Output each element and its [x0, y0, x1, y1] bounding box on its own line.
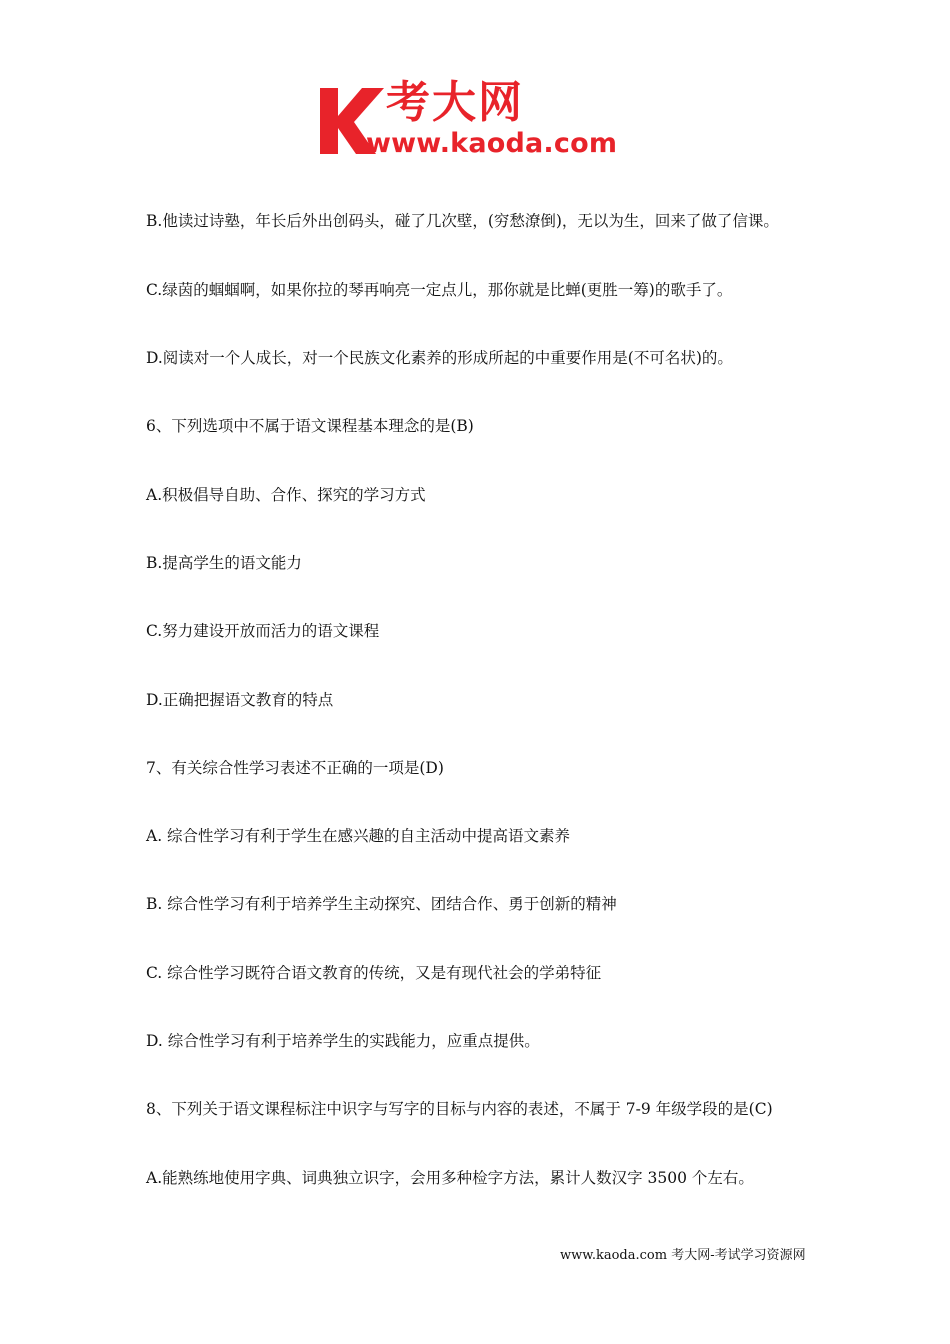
option-line: D.阅读对一个人成长，对一个民族文化素养的形成所起的中重要作用是(不可名状)的。 [146, 349, 733, 367]
option-line: B. 综合性学习有利于培养学生主动探究、团结合作、勇于创新的精神 [146, 895, 617, 913]
option-line: A.积极倡导自助、合作、探究的学习方式 [146, 486, 426, 504]
option-line: B.提高学生的语文能力 [146, 554, 302, 572]
logo-url-text: www.kaoda.com [366, 128, 618, 159]
question-line: 8、下列关于语文课程标注中识字与写字的目标与内容的表述，不属于 7-9 年级学段的是(C) [146, 1100, 773, 1118]
question-line: 7、有关综合性学习表述不正确的一项是(D) [146, 759, 444, 777]
option-line: B.他读过诗塾，年长后外出创码头，碰了几次壁，(穷愁潦倒)，无以为生，回来了做了信课。 [146, 212, 779, 230]
option-line: D. 综合性学习有利于培养学生的实践能力，应重点提供。 [146, 1032, 540, 1050]
option-line: A. 综合性学习有利于学生在感兴趣的自主活动中提高语文素养 [146, 827, 571, 845]
option-line: C. 综合性学习既符合语文教育的传统，又是有现代社会的学弟特征 [146, 964, 602, 982]
logo-brand-text: 考大网 [386, 77, 524, 128]
page-footer: www.kaoda.com 考大网-考试学习资源网 [560, 1248, 806, 1263]
option-line: A.能熟练地使用字典、词典独立识字，会用多种检字方法，累计人数汉字 3500 个左右。 [146, 1169, 754, 1187]
option-line: D.正确把握语文教育的特点 [146, 691, 334, 709]
option-line: C.绿茵的蝈蝈啊，如果你拉的琴再响亮一定点儿，那你就是比蝉(更胜一筹)的歌手了。 [146, 281, 733, 299]
question-line: 6、下列选项中不属于语文课程基本理念的是(B) [146, 417, 474, 435]
kaoda-logo [318, 77, 640, 160]
option-line: C.努力建设开放而活力的语文课程 [146, 622, 380, 640]
